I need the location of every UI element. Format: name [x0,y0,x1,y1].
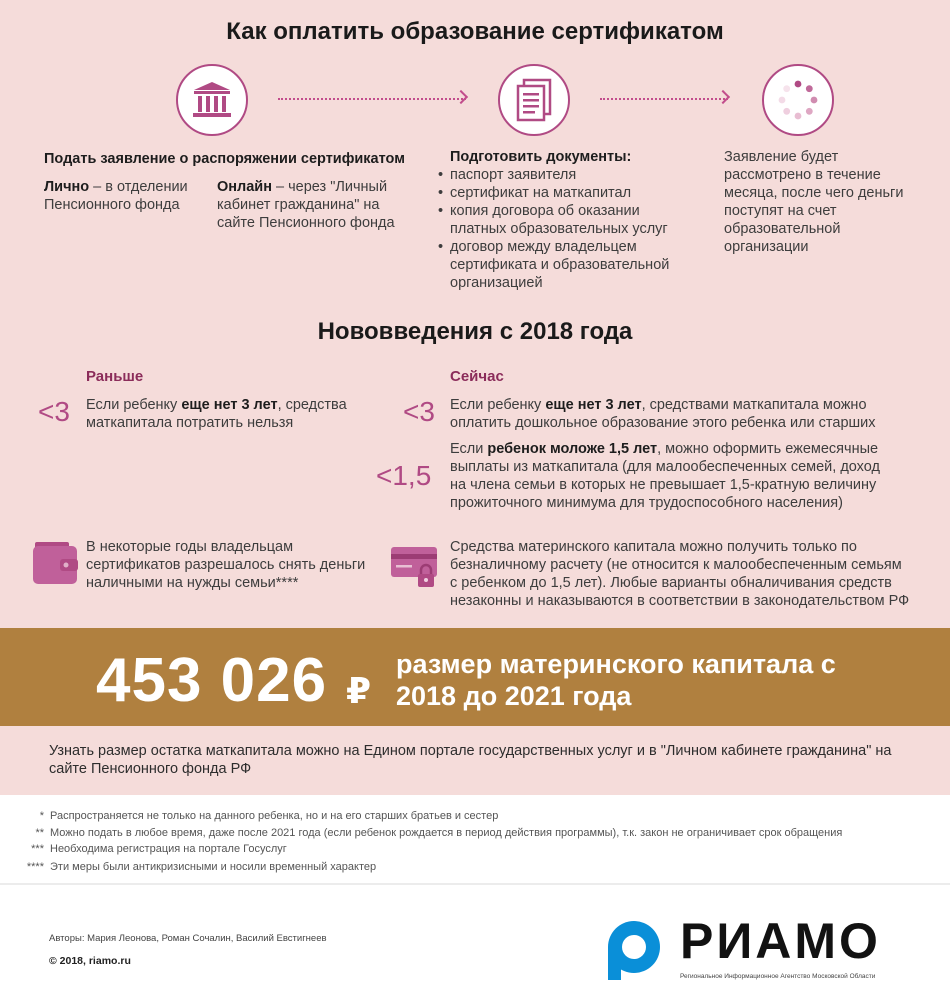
now-text-1 [450,396,890,432]
now-text-part: Если [450,441,488,457]
capital-amount: 453 026 [96,646,328,715]
step1-heading: Подать заявление о распоряжении сертификатом [44,151,405,167]
footnote-text: Эти меры были антикризисными и носили временный характер [50,861,377,873]
arrow-1 [278,98,466,100]
before-text [86,396,376,432]
age-sign-before: <3 [38,396,70,427]
logo-text: РИАМО [680,913,881,969]
wallet-icon [32,540,80,591]
before-heading: Раньше [86,368,144,385]
logo-subtitle: Региональное Информационное Агентство Московской Области [680,973,876,980]
online-label: Онлайн [217,179,272,195]
now-text-part: , средствами маткапитала можно оплатить дошкольное образование этого ребенка или старших [450,397,876,431]
footnote-mark: *** [31,843,44,855]
arrow-2 [600,98,728,100]
now-text-part: Если ребенку [450,397,546,413]
footnote-mark: **** [26,861,44,873]
before-text-part: Если ребенку [86,397,182,413]
riamo-logo-icon [600,917,666,988]
list-item: • паспорт заявителя [438,166,688,184]
step1-online [217,178,407,232]
authors: Авторы: Мария Леонова, Роман Сочалин, Василий Евстигнеев [49,933,327,944]
page-title: Как оплатить образование сертификатом [226,18,724,45]
document-icon [498,64,570,136]
list-item: • копия договора об оказании платных образовательных услуг [438,202,688,238]
in-person-label: Лично [44,179,90,195]
copyright: © 2018, riamo.ru [49,955,131,967]
before-text-part: , средства маткапитала потратить нельзя [86,397,347,431]
now-text-bold: ребенок моложе 1,5 лет [487,441,658,457]
credit-card-lock-icon [390,545,442,594]
divider [0,883,950,885]
age-sign-now-1: <3 [403,396,435,427]
now-heading: Сейчас [450,368,504,385]
now-text-2 [450,440,900,512]
online-text: – через "Личный кабинет гражданина" на сайте Пенсионного фонда [217,179,395,231]
capital-caption: размер материнского капитала с 2018 до 2021 года [396,649,836,711]
before-text-bold: еще нет 3 лет [181,397,278,413]
list-item: • сертификат на маткапитал [438,184,688,202]
footnote-mark: * [39,810,44,822]
section-title: Нововведения с 2018 года [317,318,633,345]
footnote-text: Можно подать в любое время, даже после 2021 года (если ребенок рождается в период действия программы), т.к. закон не ограничивает срок обращения [50,827,843,839]
documents-list [438,166,688,292]
now-text-bold: еще нет 3 лет [545,397,642,413]
wallet-text: В некоторые годы владельцам сертификатов разрешалось снять деньги наличными на нужды семьи**** [86,539,366,591]
footnote-text: Распространяется не только на данного ребенка, но и на его старших братьев и сестер [50,810,499,822]
in-person-text: – в отделении Пенсионного фонда [44,179,188,213]
step2-heading: Подготовить документы: [450,149,632,165]
age-sign-now-2: <1,5 [376,460,432,491]
card-text: Средства материнского капитала можно получить только по безналичному расчету (не относится к малообеспеченным семьям с ребенком до 1,5 лет). Любые варианты обналичивания средств незаконны и наказываются в соответствии в законодательством РФ [450,539,910,609]
footnote-mark: ** [35,827,44,839]
footnote-text: Необходима регистрация на портале Госуслуг [50,843,287,855]
loading-spinner-icon [762,64,834,136]
info-text: Узнать размер остатка маткапитала можно на Едином портале государственных услуг и в "Личном кабинете гражданина" на сайте Пенсионного фонда РФ [49,743,892,777]
ruble-sign: ₽ [346,670,372,711]
step3-text: Заявление будет рассмотрено в течение месяца, после чего деньги поступят на счет образовательной организации [724,149,904,255]
list-item: • договор между владельцем сертификата и образовательной организацией [438,238,688,292]
bank-icon [176,64,248,136]
now-text-part: , можно оформить ежемесячные выплаты из маткапитала (для малообеспеченных семей, доход на члена семьи в которых не превышает 1,5-кратную величину прожиточного минимума для трудоспособного населения) [450,441,880,511]
step1-in-person [44,178,204,214]
